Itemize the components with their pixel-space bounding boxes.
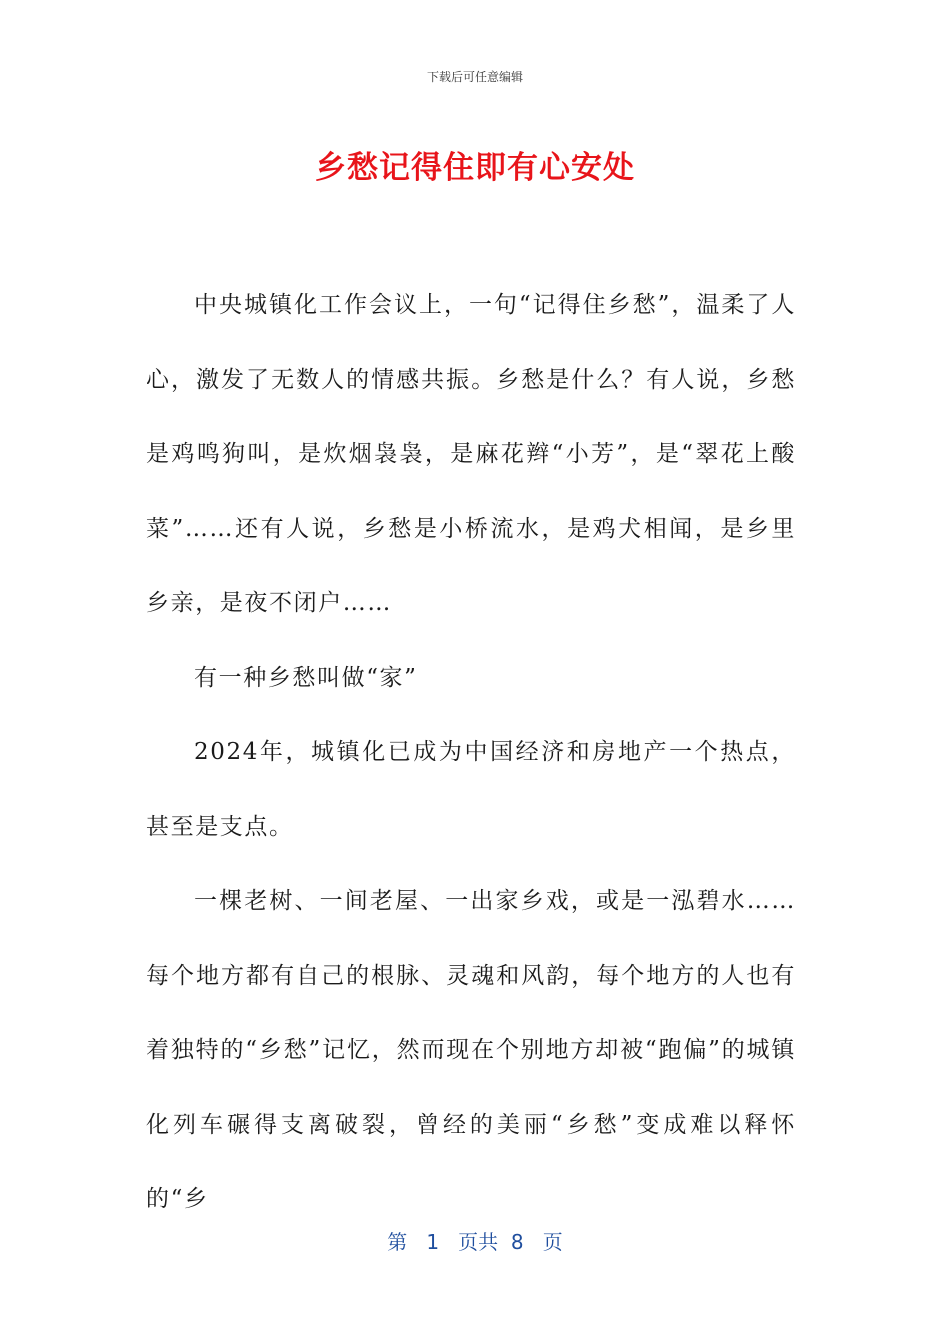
current-page-number: 1 [426,1230,440,1254]
page-suffix: 页 [542,1230,563,1254]
paragraph-4: 一棵老树、一间老屋、一出家乡戏，或是一泓碧水……每个地方都有自己的根脉、灵魂和风韵，每个地方的人也有着独特的“乡愁”记忆，然而现在个别地方却被“跑偏”的城镇化列车碾得支离破裂，曾经的美丽“乡愁”变成难以释怀的“乡 [146,888,796,1212]
page-footer [0,1226,950,1255]
paragraph-2-subheading: 有一种乡愁叫做“家” [194,664,418,691]
total-pages-number: 8 [510,1230,524,1254]
document-title: 乡愁记得住即有心安处 [315,150,635,186]
paragraph-3: 2024年，城镇化已成为中国经济和房地产一个热点，甚至是支点。 [146,739,796,840]
header-note: 下载后可任意编辑 [426,70,523,84]
document-body [146,268,796,1237]
paragraph-1: 中央城镇化工作会议上，一句“记得住乡愁”，温柔了人心，激发了无数人的情感共振。乡愁是什么？有人说，乡愁是鸡鸣狗叫，是炊烟袅袅，是麻花辫“小芳”，是“翠花上酸菜”……还有人说，乡愁是小桥流水，是鸡犬相闻，是乡里乡亲，是夜不闭户…… [146,292,796,616]
page-middle: 页共 [458,1230,499,1254]
page-prefix: 第 [387,1230,408,1254]
